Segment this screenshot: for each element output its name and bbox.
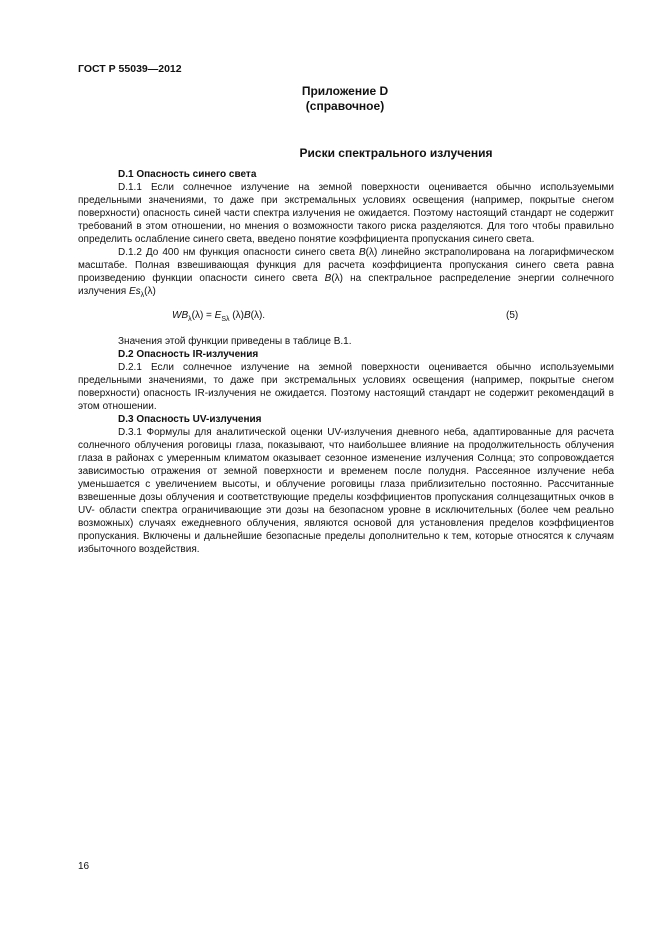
d3-heading: D.3 Опасность UV-излучения: [118, 414, 262, 425]
paragraph-d1-2: D.1.2 До 400 нм функция опасности синего света B(λ) линейно экстраполирована на логарифмическом масштабе. Полная взвешивающая функция для расчета коэффициента пропускания синего света равна произведению функции опасности синего света B(λ) на спектральное распределение энергии солнечного излучения $Es_\lambda(\lambda)$: [78, 247, 614, 299]
annex-title: Приложение D: [301, 84, 389, 98]
paragraph-d3-1: D.3.1 Формулы для аналитической оценки UV-излучения дневного неба, адаптированные для расчета солнечного облучения роговицы глаза, показывают, что наибольшее влияние на продолжительность облучения глаза в районах с умеренным климатом оказывает сезонное изменение излучения Солнца; это сопровождается зависимостью отражения от земной поверхности и временем после полудня. Рассеянное излучение неба уменьшается с увеличением высоты, и облучение роговицы глаза приблизительно постоянно. Рассчитанные взвешенные дозы облучения и соответствующие пределы коэффициентов пропускания солнцезащитных очков в UV- области спектра ограничивающие эти дозы на безопасном уровне в исключительных (более чем реально возможных) случаях ежедневного облучения, являются основой для установления пределов коэффициентов пропускания. Включены и дальнейшие безопасные пределы дополнительно к тем, которые относятся к случаям избыточного воздействия.: [78, 427, 614, 555]
formula-number: (5): [506, 310, 519, 321]
formula-5: [78, 309, 614, 322]
d1-heading: D.1 Опасность синего света: [118, 169, 257, 180]
annex-type: (справочное): [305, 99, 385, 113]
d2-heading: D.2 Опасность IR-излучения: [118, 349, 259, 360]
paragraph-d2-1: D.2.1 Если солнечное излучение на земной поверхности оценивается обычно используемыми предельными значениями, то даже при экстремальных условиях освещения (например, покрытые снегом поверхности) опасность IR-излучения не ожидается. Поэтому настоящий стандарт не содержит рекомендаций в этом отношении.: [78, 362, 614, 412]
standard-code: ГОСТ Р 55039—2012: [78, 63, 182, 75]
page-number: 16: [78, 861, 90, 872]
section-title: Риски спектрального излучения: [299, 146, 493, 160]
values-note: Значения этой функции приведены в таблице В.1.: [118, 336, 352, 347]
formula-expression: $WB_\lambda(\lambda) = E_{S\lambda}$ (λ)B(λ).: [172, 310, 266, 323]
document-body: [78, 168, 614, 556]
paragraph-d1-1: D.1.1 Если солнечное излучение на земной поверхности оценивается обычно используемыми предельными значениями, то даже при экстремальных условиях освещения (например, покрытые снегом поверхности) опасность синей части спектра излучения не ожидается. Поэтому настоящий стандарт не содержит требований в этом отношении, но мнения о возможности такого риска разделяются. Для того чтобы правильно определить ослабление синего света, введено понятие коэффициента пропускания синего света.: [78, 182, 614, 245]
